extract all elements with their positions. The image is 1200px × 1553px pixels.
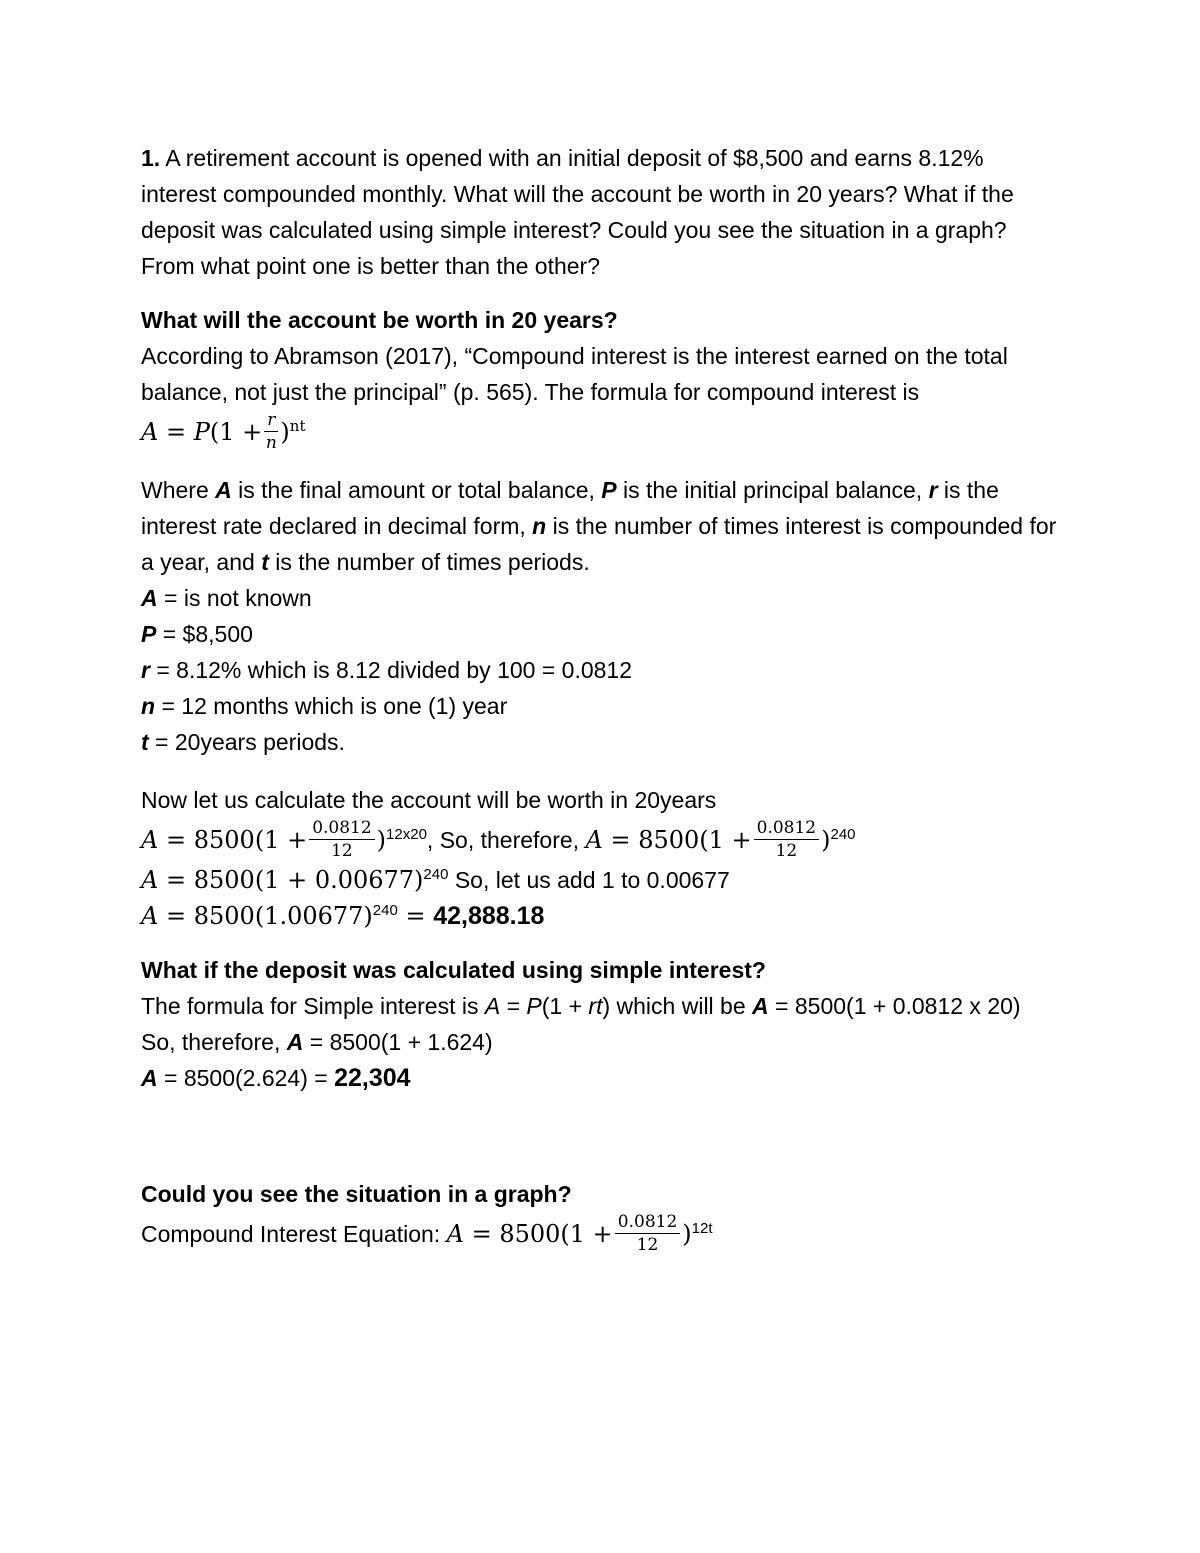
calc-line-2: $A = 8500(1 + 0.00677)^{240}$ So, let us add 1 to 0.00677 <box>141 866 730 894</box>
compound-result: 42,888.18 <box>433 902 545 930</box>
compound-intro: According to Abramson (2017), “Compound interest is the interest earned on the total balance, not just the principal” (p. 565). The formula for compound interest is <box>141 343 1008 405</box>
graph-equation: Compound Interest Equation: A = 8500(1 + $\frac{0.0812}{12}$ )$^{12t}$ <box>141 1211 713 1255</box>
section-heading-compound: What will the account be worth in 20 years? <box>141 307 618 333</box>
question-paragraph <box>141 140 1061 284</box>
where-paragraph: Where A is the final amount or total balance, P is the initial principal balance, r is the interest rate declared in decimal form, n is the number of times interest is compounded for a year, and t is the number of times periods. <box>141 477 1057 575</box>
var-line: r = 8.12% which is 8.12 divided by 100 = 0.0812 <box>141 657 633 683</box>
var-line: P = $8,500 <box>141 621 253 647</box>
calc-line-1: A = 8500(1 + $\frac{0.0812}{12}$ )$^{12x20}$, So, therefore, A = 8500(1 + $\frac{0.0812}{12}$ )$^{240}$ <box>141 817 856 861</box>
simple-line-1: So, therefore, A = 8500(1 + 1.624) <box>141 1029 493 1055</box>
var-line: A = is not known <box>141 585 312 611</box>
var-line: t = 20years periods. <box>141 729 345 755</box>
section-heading-simple: What if the deposit was calculated using simple interest? <box>141 957 766 983</box>
calc-intro: Now let us calculate the account will be worth in 20years <box>141 787 717 813</box>
compound-formula: A = P(1 + $\frac{r}{n}$ )$^{nt}$ <box>141 409 306 453</box>
question-number: 1. <box>141 145 161 171</box>
question-text: A retirement account is opened with an initial deposit of $8,500 and earns 8.12% interest compounded monthly. What will the account be worth in 20 years? What if the deposit was calculated using simple interest? Could you see the situation in a graph? From what point one is better than the other? <box>141 145 1014 279</box>
var-line: n = 12 months which is one (1) year <box>141 693 508 719</box>
section-heading-graph: Could you see the situation in a graph? <box>141 1181 572 1207</box>
document-page <box>141 140 1061 1256</box>
simple-formula: The formula for Simple interest is A = P(1 + rt) which will be A = 8500(1 + 0.0812 x 20) <box>141 993 1021 1019</box>
simple-result: 22,304 <box>334 1064 411 1092</box>
calc-line-3: $A = 8500(1.00677)^{240} = 42,888.18$ <box>141 902 545 930</box>
simple-line-2: A = 8500(2.624) = 22,304 <box>141 1064 411 1092</box>
